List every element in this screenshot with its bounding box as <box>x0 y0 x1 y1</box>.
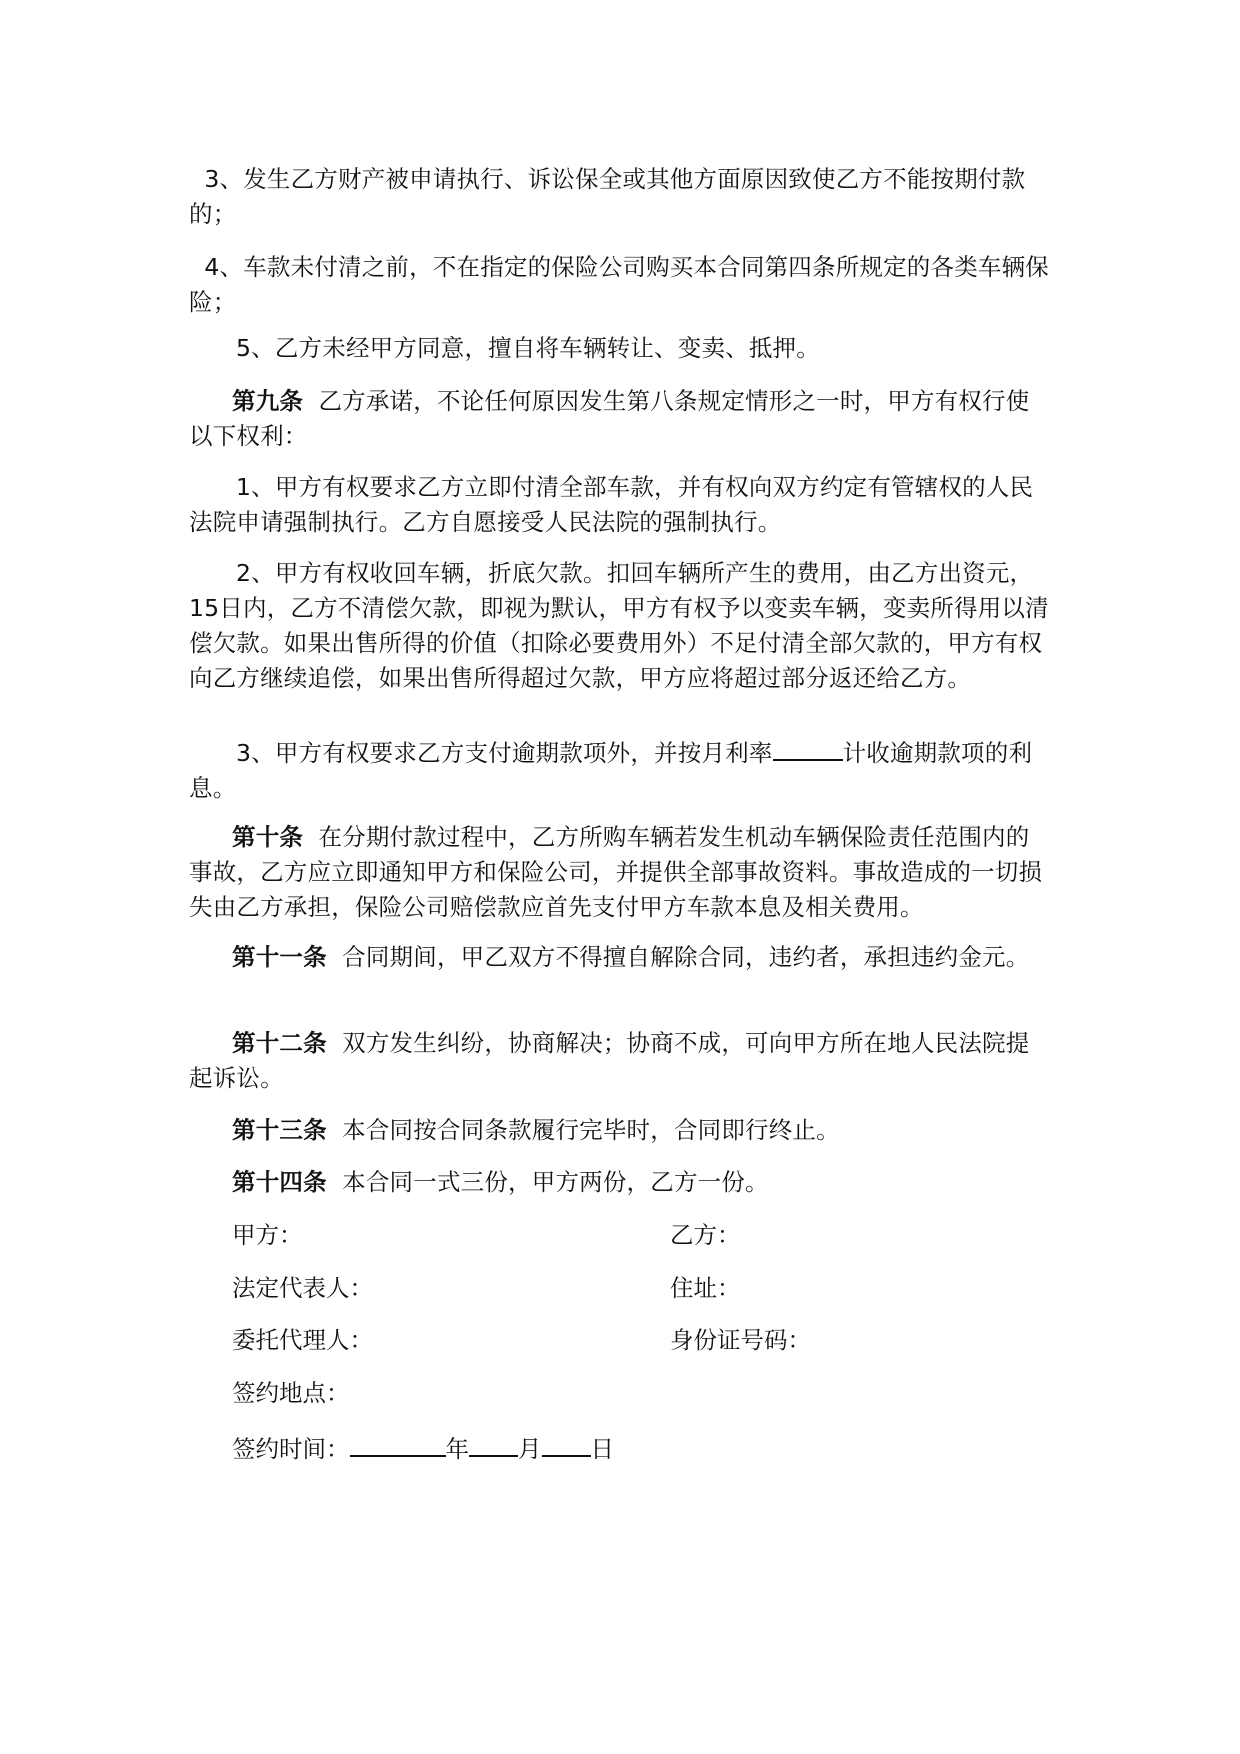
day-blank <box>542 1429 591 1457</box>
id-number-label: 身份证号码： <box>670 1326 811 1354</box>
article-10-title: 第十条 <box>232 823 304 851</box>
party-a-label: 甲方： <box>232 1221 303 1249</box>
article-9 <box>189 384 1051 454</box>
article-9-title: 第九条 <box>232 387 304 415</box>
article-10-text: 在分期付款过程中，乙方所购车辆若发生机动车辆保险责任范围内的事故，乙方应立即通知甲方和保险公司，并提供全部事故资料。事故造成的一切损失由乙方承担，保险公司赔偿款应首先支付甲方车款本息及相关费用。 <box>189 823 1043 921</box>
month-label: 月 <box>518 1435 542 1463</box>
article-13-title: 第十三条 <box>232 1116 327 1144</box>
article-9-sub-3-text-b: 计收逾期款项的利息。 <box>189 739 1033 802</box>
article-10 <box>189 820 1051 925</box>
clause-item-5-number: 5、 <box>236 334 275 362</box>
article-14-text: 本合同一式三份，甲方两份，乙方一份。 <box>342 1168 769 1196</box>
month-blank <box>469 1429 518 1457</box>
clause-item-3: 3、发生乙方财产被申请执行、诉讼保全或其他方面原因致使乙方不能按期付款的； <box>189 165 1026 228</box>
article-14-title: 第十四条 <box>232 1168 327 1196</box>
article-9-sub-3-text-a: 3、甲方有权要求乙方支付逾期款项外，并按月利率 <box>236 739 773 767</box>
article-14 <box>189 1165 1051 1200</box>
article-13 <box>189 1113 1051 1148</box>
year-label: 年 <box>445 1435 469 1463</box>
clause-item-5 <box>189 331 1051 366</box>
article-9-sub-1: 1、甲方有权要求乙方立即付清全部车款，并有权向双方约定有管辖权的人民法院申请强制执行。乙方自愿接受人民法院的强制执行。 <box>189 473 1034 536</box>
article-11-text: 合同期间，甲乙双方不得擅自解除合同，违约者，承担违约金元。 <box>342 943 1030 971</box>
article-12-text: 双方发生纠纷，协商解决；协商不成，可向甲方所在地人民法院提起诉讼。 <box>189 1029 1030 1092</box>
article-11 <box>189 940 1051 975</box>
article-9-sub-3 <box>189 733 1051 806</box>
signing-time-row <box>232 1429 614 1467</box>
article-11-title: 第十一条 <box>232 943 327 971</box>
clause-item-4: 4、车款未付清之前，不在指定的保险公司购买本合同第四条所规定的各类车辆保险； <box>189 253 1049 316</box>
interest-rate-blank <box>773 733 843 761</box>
article-13-text: 本合同按合同条款履行完毕时，合同即行终止。 <box>342 1116 840 1144</box>
year-blank <box>350 1429 446 1457</box>
agent-label: 委托代理人： <box>232 1326 373 1354</box>
signing-place-label: 签约地点： <box>232 1379 350 1407</box>
day-label: 日 <box>590 1435 614 1463</box>
article-12-title: 第十二条 <box>232 1029 327 1057</box>
party-b-label: 乙方： <box>670 1221 741 1249</box>
article-9-text: 乙方承诺，不论任何原因发生第八条规定情形之一时，甲方有权行使以下权利： <box>189 387 1030 450</box>
article-12 <box>189 1026 1051 1096</box>
address-label: 住址： <box>670 1274 741 1302</box>
clause-item-5-text: 乙方未经甲方同意，擅自将车辆转让、变卖、抵押。 <box>274 334 820 362</box>
legal-rep-label: 法定代表人： <box>232 1274 373 1302</box>
article-9-sub-2: 2、甲方有权收回车辆，折底欠款。扣回车辆所产生的费用，由乙方出资元，15日内，乙方不清偿欠款，即视为默认，甲方有权予以变卖车辆，变卖所得用以清偿欠款。如果出售所得的价值（扣除必要费用外）不足付清全部欠款的，甲方有权向乙方继续追偿，如果出售所得超过欠款，甲方应将超过部分返还给乙方。 <box>189 559 1049 692</box>
signing-time-label: 签约时间： <box>232 1435 350 1463</box>
